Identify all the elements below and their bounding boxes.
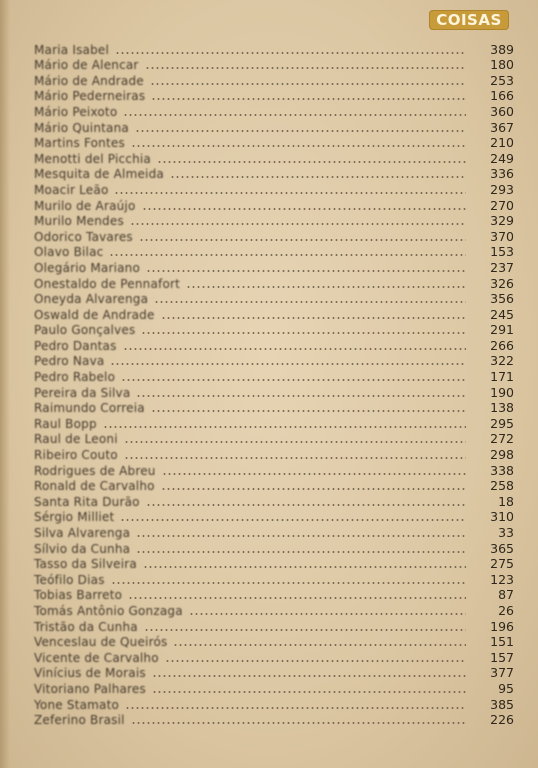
- entry-name: Ribeiro Couto: [34, 448, 118, 463]
- index-entry: [34, 119, 514, 135]
- dot-leader: [157, 161, 466, 163]
- dot-leader: [123, 114, 466, 116]
- index-list: [34, 41, 514, 727]
- dot-leader: [115, 52, 466, 54]
- index-entry: [34, 368, 514, 384]
- dot-leader: [146, 270, 466, 272]
- index-entry: [34, 634, 514, 650]
- entry-page-number: 157: [490, 649, 514, 665]
- index-entry: [34, 259, 514, 275]
- entry-name: Pedro Nava: [34, 354, 105, 369]
- entry-name: Venceslau de Queirós: [34, 635, 168, 650]
- index-entry: [34, 462, 514, 478]
- index-entry: [34, 602, 514, 618]
- entry-name: Teófilo Dias: [34, 572, 105, 587]
- dot-leader: [111, 582, 466, 584]
- entry-page-number: 151: [490, 634, 514, 650]
- index-entry: [34, 618, 514, 634]
- entry-page-number: 180: [490, 57, 514, 73]
- entry-page-number: 336: [490, 166, 514, 182]
- index-entry: [34, 150, 514, 166]
- dot-leader: [131, 145, 466, 147]
- dot-leader: [123, 348, 466, 350]
- entry-name: Pereira da Silva: [34, 385, 131, 400]
- entry-name: Odorico Tavares: [34, 229, 133, 244]
- entry-name: Raul de Leoni: [34, 432, 118, 447]
- dot-leader: [170, 176, 466, 178]
- entry-name: Murilo de Araújo: [34, 198, 136, 213]
- dot-leader: [125, 707, 466, 709]
- entry-page-number: 360: [490, 103, 514, 119]
- index-entry: [34, 384, 514, 400]
- entry-name: Sérgio Milliet: [34, 510, 115, 525]
- dot-leader: [136, 551, 466, 553]
- dot-leader: [161, 488, 466, 490]
- entry-page-number: 266: [490, 337, 514, 353]
- index-entry: [34, 524, 514, 540]
- index-entry: [34, 103, 514, 119]
- section-badge: COISAS: [429, 10, 509, 30]
- page-binding-shadow: [0, 0, 10, 768]
- dot-leader: [114, 192, 466, 194]
- entry-page-number: 138: [490, 400, 514, 416]
- entry-name: Onestaldo de Pennafort: [34, 276, 181, 291]
- entry-page-number: 295: [490, 415, 514, 431]
- index-entry: [34, 431, 514, 447]
- entry-page-number: 275: [490, 556, 514, 572]
- entry-name: Sílvio da Cunha: [34, 541, 131, 556]
- entry-name: Tobias Barreto: [34, 588, 123, 603]
- entry-page-number: 87: [498, 587, 514, 603]
- entry-page-number: 326: [490, 275, 514, 291]
- entry-page-number: 389: [490, 41, 514, 57]
- entry-name: Zeferino Brasil: [34, 713, 125, 728]
- entry-page-number: 18: [498, 493, 514, 509]
- index-entry: [34, 291, 514, 307]
- entry-name: Vicente de Carvalho: [34, 650, 159, 665]
- entry-name: Silva Alvarenga: [34, 526, 131, 540]
- dot-leader: [143, 566, 466, 568]
- index-entry: [34, 446, 514, 462]
- entry-name: Olegário Mariano: [34, 260, 141, 275]
- entry-name: Oswald de Andrade: [34, 307, 155, 322]
- index-entry: [34, 322, 514, 338]
- index-entry: [34, 649, 514, 665]
- entry-page-number: 249: [490, 150, 514, 166]
- dot-leader: [128, 597, 466, 599]
- entry-page-number: 171: [490, 369, 514, 385]
- entry-name: Tristão da Cunha: [34, 619, 138, 634]
- entry-name: Paulo Gonçalves: [34, 323, 136, 338]
- dot-leader: [142, 208, 466, 210]
- index-entry: [34, 57, 514, 73]
- entry-page-number: 293: [490, 181, 514, 197]
- dot-leader: [151, 98, 466, 100]
- entry-page-number: 272: [490, 431, 514, 447]
- entry-name: Mário Peixoto: [34, 104, 118, 119]
- entry-page-number: 291: [490, 322, 514, 338]
- dot-leader: [135, 130, 466, 132]
- entry-name: Olavo Bilac: [34, 245, 104, 260]
- entry-name: Pedro Rabelo: [34, 370, 116, 385]
- dot-leader: [162, 473, 466, 475]
- entry-page-number: 365: [490, 540, 514, 556]
- entry-page-number: 153: [490, 244, 514, 260]
- entry-page-number: 377: [490, 665, 514, 681]
- index-entry: [34, 665, 514, 681]
- entry-name: Menotti del Picchia: [34, 151, 151, 166]
- index-entry: [34, 244, 514, 260]
- entry-name: Yone Stamato: [34, 697, 120, 712]
- dot-leader: [161, 317, 466, 319]
- entry-name: Pedro Dantas: [34, 338, 117, 353]
- entry-page-number: 385: [490, 696, 514, 712]
- dot-leader: [186, 286, 466, 288]
- dot-leader: [120, 519, 466, 521]
- index-entry: [34, 337, 514, 353]
- index-entry: [34, 275, 514, 291]
- dot-leader: [136, 395, 466, 397]
- entry-page-number: 270: [490, 197, 514, 213]
- index-entry: [34, 587, 514, 603]
- entry-page-number: 367: [490, 119, 514, 135]
- dot-leader: [151, 410, 466, 412]
- entry-name: Tomás Antônio Gonzaga: [34, 603, 183, 618]
- index-entry: [34, 88, 514, 104]
- dot-leader: [152, 691, 466, 693]
- entry-page-number: 356: [490, 291, 514, 307]
- dot-leader: [154, 301, 466, 303]
- entry-page-number: 95: [498, 680, 514, 696]
- dot-leader: [145, 67, 466, 69]
- entry-name: Mário Quintana: [34, 120, 129, 135]
- entry-name: Mesquita de Almeida: [34, 167, 164, 182]
- index-entry: [34, 197, 514, 213]
- dot-leader: [146, 504, 466, 506]
- entry-name: Oneyda Alvarenga: [34, 292, 149, 307]
- entry-page-number: 310: [490, 509, 514, 525]
- index-entry: [34, 712, 514, 728]
- dot-leader: [131, 722, 466, 724]
- index-entry: [34, 540, 514, 556]
- entry-name: Raimundo Correia: [34, 401, 145, 416]
- index-entry: [34, 556, 514, 572]
- entry-name: Maria Isabel: [34, 42, 110, 57]
- dot-leader: [110, 363, 466, 365]
- index-entry: [34, 306, 514, 322]
- index-entry: [34, 400, 514, 416]
- entry-name: Raul Bopp: [34, 416, 97, 431]
- entry-page-number: 258: [490, 478, 514, 494]
- entry-page-number: 338: [490, 462, 514, 478]
- index-entry: [34, 213, 514, 229]
- dot-leader: [165, 660, 466, 662]
- entry-page-number: 226: [490, 712, 514, 728]
- index-entry: [34, 509, 514, 525]
- entry-page-number: 237: [490, 259, 514, 275]
- entry-page-number: 298: [490, 447, 514, 463]
- entry-page-number: 190: [490, 384, 514, 400]
- index-entry: [34, 181, 514, 197]
- entry-page-number: 123: [490, 571, 514, 587]
- dot-leader: [124, 441, 466, 443]
- entry-name: Mário de Alencar: [34, 58, 139, 73]
- entry-page-number: 322: [490, 353, 514, 369]
- entry-page-number: 166: [490, 88, 514, 104]
- entry-page-number: 26: [498, 602, 514, 618]
- entry-page-number: 245: [490, 306, 514, 322]
- entry-name: Mário Pederneiras: [34, 89, 146, 104]
- entry-name: Moacir Leão: [34, 182, 109, 197]
- dot-leader: [136, 535, 466, 537]
- dot-leader: [152, 675, 466, 677]
- entry-name: Santa Rita Durão: [34, 494, 140, 509]
- entry-name: Rodrigues de Abreu: [34, 463, 156, 478]
- dot-leader: [109, 254, 466, 256]
- dot-leader: [124, 457, 466, 459]
- dot-leader: [141, 332, 466, 334]
- entry-page-number: 253: [490, 72, 514, 88]
- dot-leader: [150, 83, 466, 85]
- index-entry: [34, 72, 514, 88]
- index-entry: [34, 353, 514, 369]
- entry-name: Martins Fontes: [34, 136, 125, 151]
- dot-leader: [103, 426, 466, 428]
- index-entry: [34, 493, 514, 509]
- entry-page-number: 210: [490, 135, 514, 151]
- dot-leader: [139, 239, 466, 241]
- index-entry: [34, 228, 514, 244]
- index-entry: [34, 135, 514, 151]
- entry-page-number: 196: [490, 618, 514, 634]
- index-entry: [34, 41, 514, 57]
- entry-name: Tasso da Silveira: [34, 557, 137, 572]
- entry-name: Mário de Andrade: [34, 73, 144, 88]
- entry-page-number: 370: [490, 228, 514, 244]
- entry-name: Murilo Mendes: [34, 214, 124, 229]
- index-entry: [34, 166, 514, 182]
- index-entry: [34, 680, 514, 696]
- entry-name: Vitoriano Palhares: [34, 681, 146, 696]
- index-entry: [34, 696, 514, 712]
- index-entry: [34, 478, 514, 494]
- entry-name: Ronald de Carvalho: [34, 479, 155, 494]
- entry-page-number: 329: [490, 213, 514, 229]
- dot-leader: [144, 629, 466, 631]
- dot-leader: [121, 379, 466, 381]
- dot-leader: [173, 644, 466, 646]
- entry-page-number: 33: [498, 525, 514, 540]
- index-entry: [34, 415, 514, 431]
- dot-leader: [189, 613, 466, 615]
- entry-name: Vinícius de Morais: [34, 666, 146, 681]
- dot-leader: [130, 223, 466, 225]
- index-entry: [34, 571, 514, 587]
